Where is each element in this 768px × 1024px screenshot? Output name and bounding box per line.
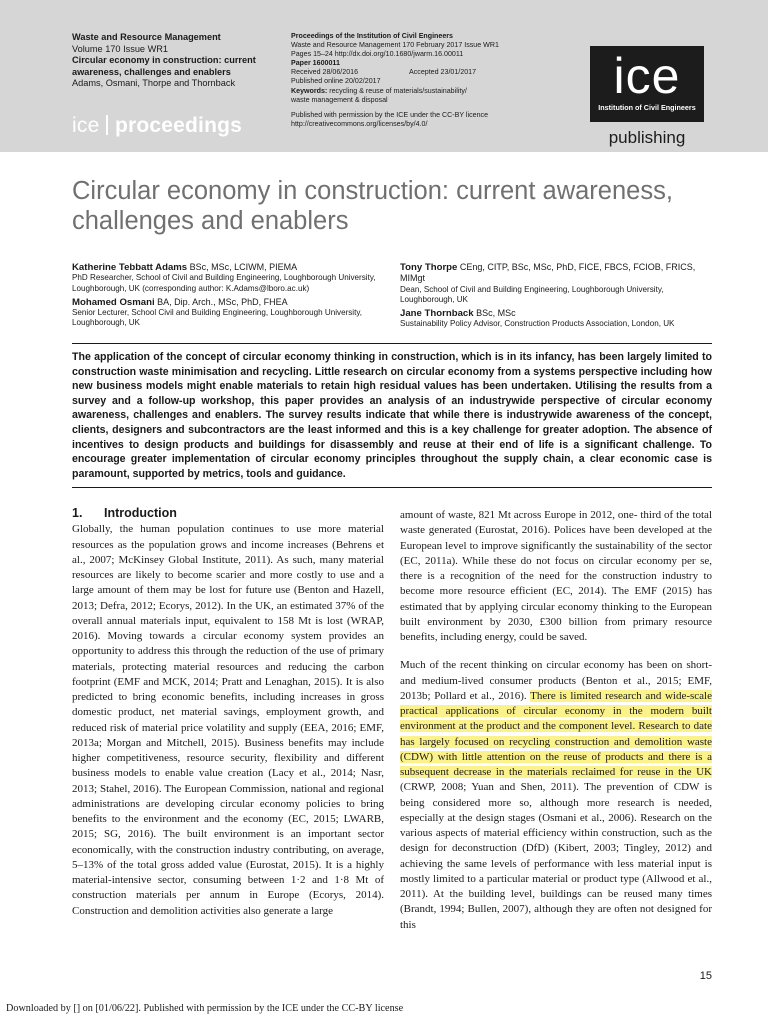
header-metadata: [291, 32, 591, 129]
author-entry: [400, 308, 718, 330]
paper-title: Circular economy in construction: current awareness, challenges and enablers: [72, 177, 673, 235]
meta-published: Published online 20/02/2017: [291, 77, 381, 86]
meta-keywords-label: Keywords:: [291, 86, 328, 95]
ice-logo: [590, 46, 704, 122]
paragraph: [400, 658, 712, 933]
author-entry: [400, 262, 718, 305]
author-entry: [72, 297, 390, 329]
author-name: Katherine Tebbatt Adams: [72, 262, 188, 273]
highlighted-text: There is limited research and wide-scale practical applications of circular economy in the modern built environment at the product and the component level. Research to date has largely focused on recycling construction and demolition waste (CDW) with little attention on the reuse of products and there is a subsequent decrease in the materials reclaimed for reuse in the UK: [400, 689, 712, 778]
meta-license: Published with permission by the ICE under the CC-BY licence: [291, 110, 489, 119]
body-column-right: [400, 508, 712, 946]
author-affiliation: Dean, School of Civil and Building Engineering, Loughborough University, Loughborough, UK: [400, 284, 664, 304]
paragraph: amount of waste, 821 Mt across Europe in 2012, one- third of the total waste generated (Eurostat, 2016). Polices have been developed at the European level to improve significantly the sustainability of the sector (EC, 2011a). While these do not focus on circular economy per se, there is a recognition of the need for the construction industry to become more resource efficient (EC, 2014). The EMF (2015) has estimated that by applying circular economy thinking to the European built environment by 2030, £300 billion from primary resource benefits, including energy, could be saved.: [400, 509, 712, 643]
paragraph-text: (CRWP, 2008; Yuan and Shen, 2011). The prevention of CDW is being considered more so, although more research is needed, especially at the design stages (Osmani et al., 2006). Research on the various aspects of material efficiency within construction, such as the design for deconstruction (DfD) (Kibert, 2003; Tingley, 2012) and achieving the same levels of performance with less material input is mostly limited to a particular material or product type (Allwood et al., 2011). At the building level, buildings can be reused many times (Brandt, 1994; Bullen, 2007), although they are often not designed for this: [400, 781, 712, 931]
logo-subtext: Institution of Civil Engineers: [598, 103, 696, 112]
meta-keywords: [291, 87, 591, 96]
author-credentials: BSc, MSc, LCIWM, PIEMA: [187, 262, 298, 272]
meta-license-url: http://creativecommons.org/licenses/by/4.0/: [291, 119, 428, 128]
abstract: The application of the concept of circular economy thinking in construction, which is in its infancy, has been largely limited to construction waste minimisation and recycling. Little research on circular economy from a systems perspective including how new business models might enable materials to retain high residual values has been undertaken. Utilising the results from a survey and a follow-up workshop, this paper provides an analysis of an industrywide perspective of circular economy awareness, challenges and enablers. The survey results indicate that while there is industrywide awareness of the concept, clients, designers and subcontractors are the least informed and this is a key challenge for greater adoption. The absence of incentives to design products and buildings for disassembly and reuse at their end of life is a significant challenge. To encourage greater implementation of circular economy principles throughout the supply chain, a clear economic case is paramount, supported by metrics, tools and guidance.: [72, 351, 712, 480]
journal-volume: Volume 170 Issue WR1: [72, 43, 169, 54]
meta-paper: Paper 1600011: [291, 59, 340, 68]
page-number: 15: [699, 970, 712, 982]
author-affiliation: PhD Researcher, School of Civil and Building Engineering, Loughborough University, Loughborough, UK (corresponding author: K.Adams@lboro.ac.uk): [72, 273, 376, 293]
paragraph: Globally, the human population continues to use more material resources as the population grows and income increases (Behrens et al., 2007; McKinsey Global Institute, 2011). As such, many material resources are likely to become scarier and more costly to use and a large amount of them may be lost for future use (Benton and Hazell, 2013; Defra, 2012; Ecorys, 2012). In the UK, an estimated 37% of the overall annual materials input, equivalent to 158 Mt is lost (WRAP, 2016). Moving towards a circular economy system provides an opportunity to address this through the reduction of the use of primary materials, protecting material resources and reducing the carbon footprint (EMF and MCK, 2014; Pratt and Lenaghan, 2015). It is also predicted to bring economic benefits, including increases in gross domestic product, net material savings, employment growth, and reduced risk of material price volatility and supply (EEA, 2016; EMF, 2013a; Morgan and Mitchell, 2015). Business benefits may include higher competitiveness, resource security, flexibility and different business models to enable value creation (Lacy et al., 2014; Nasr, 2013; Stahel, 2016). The European Commission, national and regional administrations are developing circular economy policies to bring benefits to the environment and the economy (EC, 2015; LWARB, 2015; SG, 2016). The built environment is an important sector economically, with the construction industry contributing, on average, 5–13% of the total gross added value (Eurostat, 2015). It is a highly material-intensive sector, consuming between 1·2 and 1·8 Mt of construction materials per annum in Europe (Ecorys, 2014). Construction and demolition activities also generate a large: [72, 523, 384, 917]
brand-divider: [106, 115, 108, 135]
authors-right: [400, 262, 718, 333]
author-credentials: BA, Dip. Arch., MSc, PhD, FHEA: [154, 296, 288, 307]
meta-received: Received 28/06/2016: [291, 68, 359, 77]
section-heading: [72, 506, 384, 521]
author-credentials: BSc, MSc: [473, 308, 516, 319]
author-name: Jane Thornback: [400, 308, 474, 320]
authors-left: [72, 262, 390, 332]
download-footer: Downloaded by [] on [01/06/22]. Published with permission by the ICE under the CC-BY license: [6, 1003, 404, 1014]
logo-publishing: publishing: [608, 128, 686, 147]
meta-keywords-cont: waste management & disposal: [291, 95, 388, 104]
meta-accepted: Accepted 23/01/2017: [409, 68, 477, 77]
brand-proceedings: proceedings: [114, 114, 243, 137]
short-title: Circular economy in construction: current awareness, challenges and enablers: [72, 55, 256, 77]
journal-name: Waste and Resource Management: [72, 32, 221, 42]
section-number: 1.: [72, 506, 83, 520]
author-name: Mohamed Osmani: [72, 296, 155, 308]
abstract-bottom-rule: [72, 487, 712, 488]
meta-pages: Pages 15–24 http://dx.doi.org/10.1680/jwarm.16.00011: [291, 50, 464, 59]
author-entry: [72, 262, 390, 294]
paragraph-text: Much of the recent thinking on circular economy has been on short- and medium-lived consumer products (Benton et al., 2015; EMF, 2013b; Pollard et al., 2016).: [400, 659, 712, 702]
author-name: Tony Thorpe: [400, 262, 458, 273]
abstract-top-rule: [72, 343, 712, 344]
logo-ice-text: ice: [613, 48, 681, 104]
author-affiliation: Sustainability Policy Advisor, Construction Products Association, London, UK: [400, 319, 675, 329]
meta-dates: [291, 68, 591, 77]
brand-ice: ice: [72, 114, 100, 137]
body-column-left: [72, 506, 384, 932]
section-title: Introduction: [104, 506, 177, 520]
author-credentials: CEng, CITP, BSc, MSc, PhD, FICE, FBCS, FCIOB, FRICS, MIMgt: [400, 262, 696, 284]
meta-keywords-text: recycling & reuse of materials/sustainability/: [327, 86, 467, 95]
header-citation: [72, 32, 282, 90]
author-affiliation: Senior Lecturer, School Civil and Building Engineering, Loughborough University, Loughborough, UK: [72, 308, 363, 328]
meta-issue: Waste and Resource Management 170 February 2017 Issue WR1: [291, 41, 499, 50]
ice-proceedings-brand: [72, 114, 242, 138]
meta-title: Proceedings of the Institution of Civil Engineers: [291, 32, 453, 40]
short-authors: Adams, Osmani, Thorpe and Thornback: [72, 78, 236, 89]
